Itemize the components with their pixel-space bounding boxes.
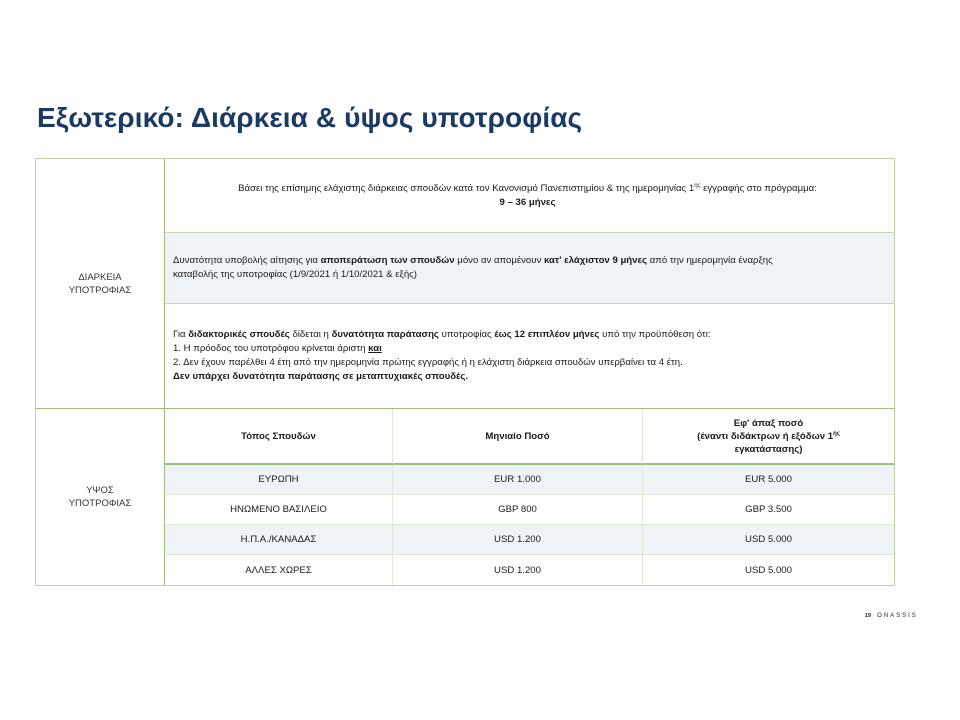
official-duration-text: Βάσει της επίσημης ελάχιστης διάρκειας σπουδών κατά τον Κανονισμό Πανεπιστημίου & της ημερομηνίας $1^{\eta\varsigma}$ εγγραφής στο πρόγραμμα: <box>238 182 817 194</box>
header-monthly: Μηνιαίο Ποσό <box>393 409 643 465</box>
duration-category-cell <box>36 159 165 409</box>
header-place: Τόπος Σπουδών <box>165 409 393 465</box>
extension-note: Δεν υπάρχει δυνατότητα παράτασης σε μεταπτυχιακές σπουδές. <box>173 371 469 382</box>
duration-category-line2: ΥΠΟΤΡΟΦΙΑΣ <box>68 284 132 296</box>
completion-text: Δυνατότητα υποβολής αίτησης για αποπεράτωση των σπουδών μόνο αν απομένουν κατ' ελάχιστον 9 μήνες από την ημερομηνία έναρξης <box>173 255 773 266</box>
duration-category-line1: ΔΙΑΡΚΕΙΑ <box>78 271 122 283</box>
duration-row-completion <box>165 233 894 304</box>
table-cell-monthly: USD 1.200 <box>393 525 643 555</box>
amount-category-cell <box>36 409 165 585</box>
table-cell-lump: GBP 3.500 <box>643 495 894 525</box>
table-cell-monthly: USD 1.200 <box>393 555 643 585</box>
table-cell-place: ΗΝΩΜΕΝΟ ΒΑΣΙΛΕΙΟ <box>165 495 393 525</box>
table-cell-lump: EUR 5.000 <box>643 465 894 495</box>
extension-condition-2: 2. Δεν έχουν παρέλθει 4 έτη από την ημερομηνία πρώτης εγγραφής ή η ελάχιστη διάρκεια σπουδών υπερβαίνει τα 4 έτη. <box>173 357 683 368</box>
extension-text: Για διδακτορικές σπουδές δίδεται η δυνατότητα παράτασης υποτροφίας έως 12 επιπλέον μήνες υπό την προϋπόθεση ότι: <box>173 329 711 340</box>
slide-footer <box>865 613 918 619</box>
slide-title: Εξωτερικό: Διάρκεια & ύψος υποτροφίας <box>37 102 583 133</box>
table-cell-place: Η.Π.Α./ΚΑΝΑΔΑΣ <box>165 525 393 555</box>
table-cell-lump: USD 5.000 <box>643 525 894 555</box>
duration-range: 9 – 36 μήνες <box>499 196 556 208</box>
header-lump-sum: Εφ' άπαξ ποσό (έναντι διδάκτρων ή εξόδων $1^{\eta\varsigma}$ εγκατάστασης) <box>643 409 894 465</box>
amount-grid <box>165 409 894 585</box>
extension-condition-1: 1. Η πρόοδος του υποτρόφου κρίνεται άριστη και <box>173 343 382 354</box>
amount-category-line1: ΥΨΟΣ <box>86 485 114 496</box>
table-cell-monthly: GBP 800 <box>393 495 643 525</box>
table-cell-lump: USD 5.000 <box>643 555 894 585</box>
table-cell-place: ΑΛΛΕΣ ΧΩΡΕΣ <box>165 555 393 585</box>
duration-row-official <box>165 159 894 233</box>
table-cell-monthly: EUR 1.000 <box>393 465 643 495</box>
brand-logo: ONASSIS <box>877 613 918 619</box>
scholarship-table <box>35 158 895 586</box>
amount-category-line2: ΥΠΟΤΡΟΦΙΑΣ <box>68 498 132 509</box>
duration-row-extension <box>165 304 894 409</box>
page-number: 19 <box>865 613 872 619</box>
table-cell-place: ΕΥΡΩΠΗ <box>165 465 393 495</box>
completion-text-line2: καταβολής της υποτροφίας (1/9/2021 ή 1/10/2021 & εξής) <box>173 269 417 280</box>
